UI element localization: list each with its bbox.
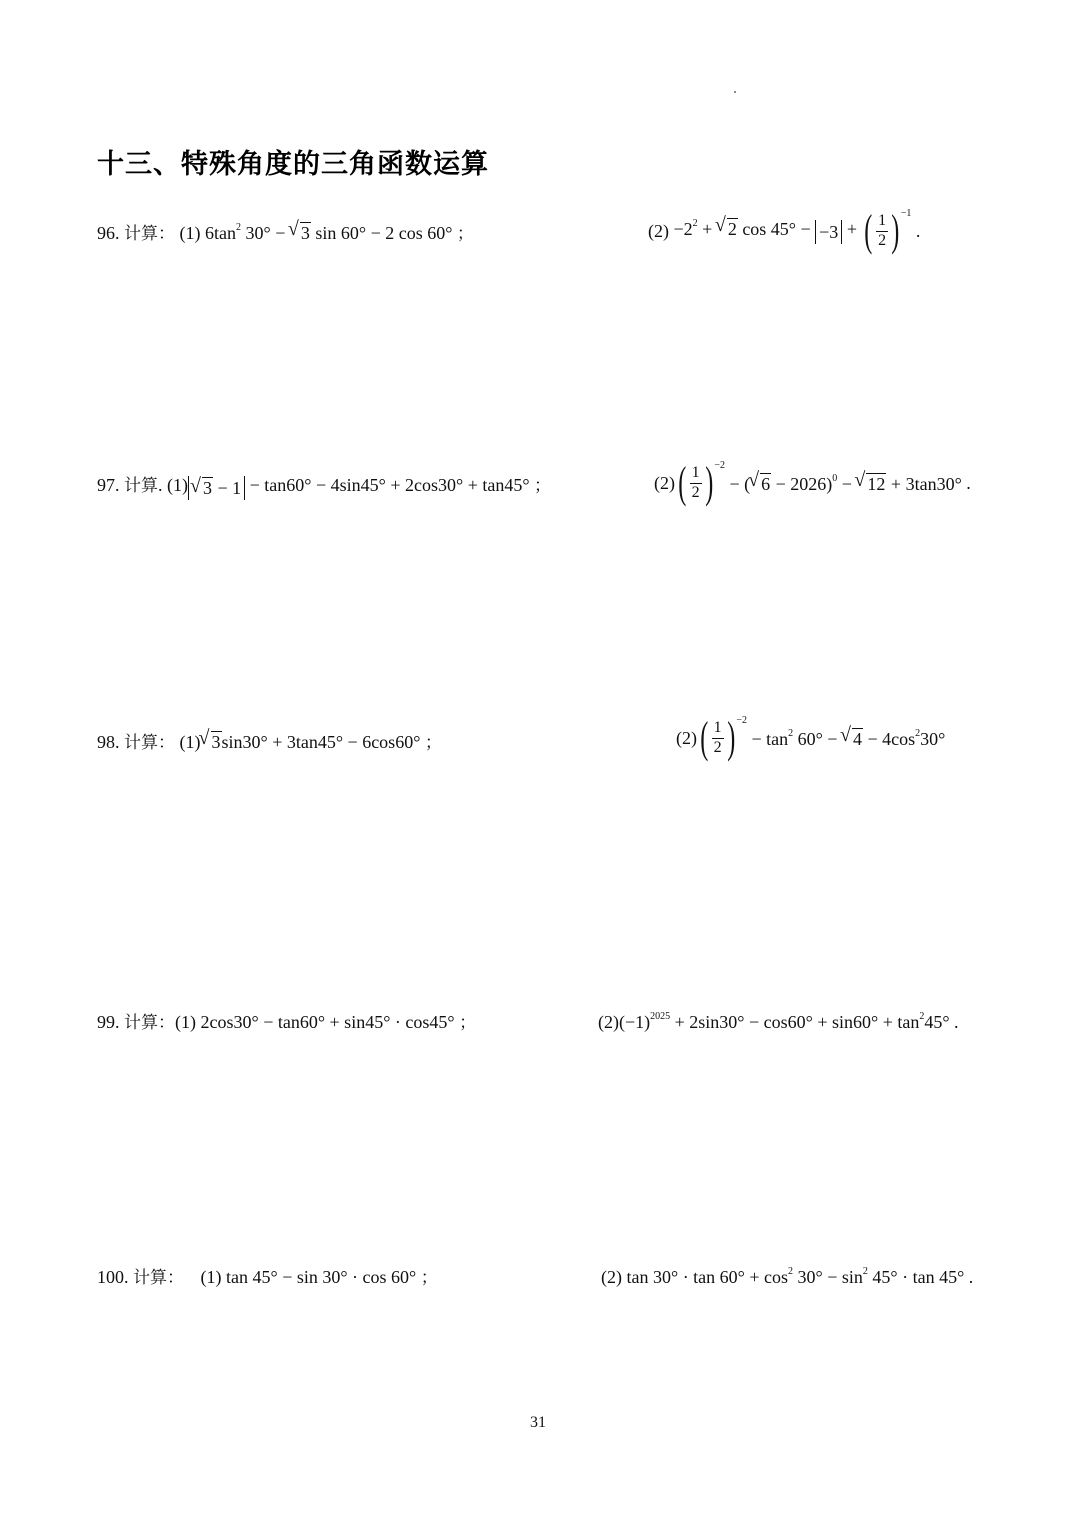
tail: ； — [534, 476, 552, 496]
fraction-power: ( $\frac{1}{2}$ ) −1 — [864, 206, 912, 255]
tail: . — [915, 221, 921, 241]
expression: − $\tan^2 60^\circ$ − √ $4 - 4\cos^230^\circ$ — [747, 729, 945, 749]
problem-100-part1 — [97, 1268, 438, 1287]
part-label: (2) — [648, 221, 669, 241]
colon: . — [158, 475, 163, 495]
scan-dot — [734, 91, 736, 93]
problem-97-part2 — [654, 458, 971, 507]
problem-number: 99. — [97, 1012, 120, 1032]
expression: √ 3sin30° + 3tan45° − 6cos60° — [201, 732, 421, 752]
tail: . — [968, 1267, 974, 1287]
part-label: (1) — [179, 732, 201, 752]
fraction-power: ( $\frac{1}{2}$ ) −2 — [678, 458, 725, 507]
tail: ； — [456, 224, 474, 244]
tail: ； — [424, 733, 442, 753]
problem-98-part1 — [97, 731, 442, 752]
problem-number: 100. — [97, 1267, 129, 1287]
expression: $6\tan^2$ 30° − √ 3 sin 60° − 2 cos 60° — [205, 223, 452, 243]
part-label: (2) — [676, 728, 697, 748]
colon: ： — [158, 1013, 175, 1033]
expression: − (√ 6 − 2026)$^0$ − √ 12 + 3tan30° — [725, 474, 962, 494]
problem-100-part2 — [601, 1268, 973, 1286]
tail: ； — [459, 1013, 477, 1033]
expression: 2cos30° − tan60° + sin45° · cos45° — [200, 1012, 455, 1032]
compute-label: 计算 — [133, 1268, 167, 1288]
compute-label: 计算 — [124, 476, 158, 496]
compute-label: 计算 — [124, 224, 158, 244]
part-label: (2) — [654, 473, 675, 493]
problem-97-part1 — [97, 476, 551, 500]
problem-99-part1 — [97, 1013, 476, 1032]
colon: ： — [167, 1268, 184, 1288]
problem-99-part2 — [598, 1013, 959, 1031]
compute-label: 计算 — [124, 1013, 158, 1033]
part-label: (1) — [175, 1012, 196, 1032]
expression: $\tan 30^\circ \cdot \tan 60^\circ + \cos^2 30^\circ - \sin^2 45^\circ \cdot \tan 45^\circ$ — [626, 1266, 965, 1287]
problem-number: 97. — [97, 475, 120, 495]
part-label: (1) — [200, 1267, 222, 1287]
tail: . — [966, 473, 971, 493]
part-label: (1) — [179, 223, 201, 243]
expression: $(-1)^{2025} + 2\sin 30^\circ - \cos 60^\circ + \sin 60^\circ + \tan^245^\circ$ — [619, 1011, 950, 1032]
part-label: (2) — [601, 1267, 622, 1287]
part-label: (1) — [167, 475, 188, 495]
expression: √ 3 − 1 − tan60° − 4sin45° + 2cos30° + tan45° — [188, 475, 530, 495]
tail: . — [954, 1012, 959, 1032]
page-number: 31 — [530, 1414, 546, 1431]
section-title: 十三、特殊角度的三角函数运算 — [97, 149, 489, 180]
problem-96-part1 — [97, 222, 474, 243]
tail: ； — [420, 1268, 438, 1288]
colon: ： — [158, 733, 175, 753]
expression: $-2^2$ + √ 2 cos 45° − −3 + — [674, 219, 862, 239]
colon: ： — [158, 224, 175, 244]
expression: tan 45° − sin 30° · cos 60° — [226, 1267, 417, 1287]
fraction-power: ( $\frac{1}{2}$ ) −2 — [700, 713, 747, 762]
problem-number: 96. — [97, 223, 120, 243]
part-label: (2) — [598, 1012, 619, 1032]
compute-label: 计算 — [124, 733, 158, 753]
problem-96-part2 — [648, 206, 921, 255]
problem-98-part2 — [676, 713, 946, 762]
problem-number: 98. — [97, 732, 120, 752]
